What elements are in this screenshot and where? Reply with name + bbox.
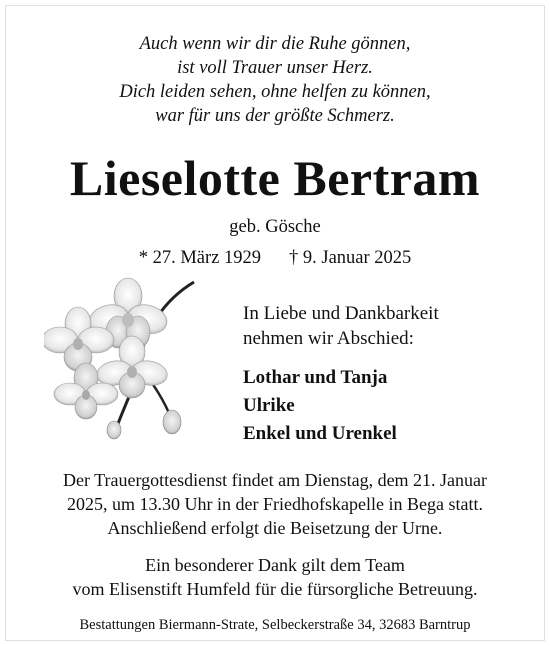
mourner-name: Enkel und Urenkel bbox=[243, 423, 397, 444]
service-line: 2025, um 13.30 Uhr in der Friedhofskapelle in Bega statt. bbox=[67, 494, 483, 514]
thanks-line: vom Elisenstift Humfeld für die fürsorgliche Betreuung. bbox=[72, 579, 478, 599]
service-info bbox=[0, 468, 550, 540]
poem bbox=[0, 32, 550, 128]
service-line: Anschließend erfolgt die Beisetzung der Urne. bbox=[107, 518, 443, 538]
mourner-name: Lothar und Tanja bbox=[243, 367, 388, 388]
service-line: Der Trauergottesdienst findet am Dienstag, dem 21. Januar bbox=[62, 470, 488, 490]
orchid-flower-icon bbox=[44, 270, 204, 445]
poem-line: Auch wenn wir dir die Ruhe gönnen, bbox=[139, 34, 411, 54]
farewell-line: In Liebe und Dankbarkeit bbox=[243, 303, 439, 324]
farewell-line: nehmen wir Abschied: bbox=[243, 328, 414, 349]
life-dates bbox=[0, 247, 550, 269]
poem-line: Dich leiden sehen, ohne helfen zu können, bbox=[119, 82, 431, 102]
poem-line: ist voll Trauer unser Herz. bbox=[177, 58, 373, 78]
thanks-line: Ein besonderer Dank gilt dem Team bbox=[145, 555, 405, 575]
maiden-name: geb. Gösche bbox=[229, 217, 321, 237]
farewell-text bbox=[243, 301, 439, 351]
death-date: † 9. Januar 2025 bbox=[289, 248, 412, 268]
funeral-home-info: Bestattungen Biermann-Strate, Selbeckerstraße 34, 32683 Barntrup bbox=[79, 617, 471, 633]
birth-date: * 27. März 1929 bbox=[138, 248, 261, 268]
mourner-name: Ulrike bbox=[243, 395, 295, 416]
thanks-text bbox=[0, 553, 550, 601]
deceased-name: Lieselotte Bertram bbox=[69, 150, 481, 206]
poem-line: war für uns der größte Schmerz. bbox=[155, 106, 395, 126]
mourners-list bbox=[243, 364, 397, 448]
